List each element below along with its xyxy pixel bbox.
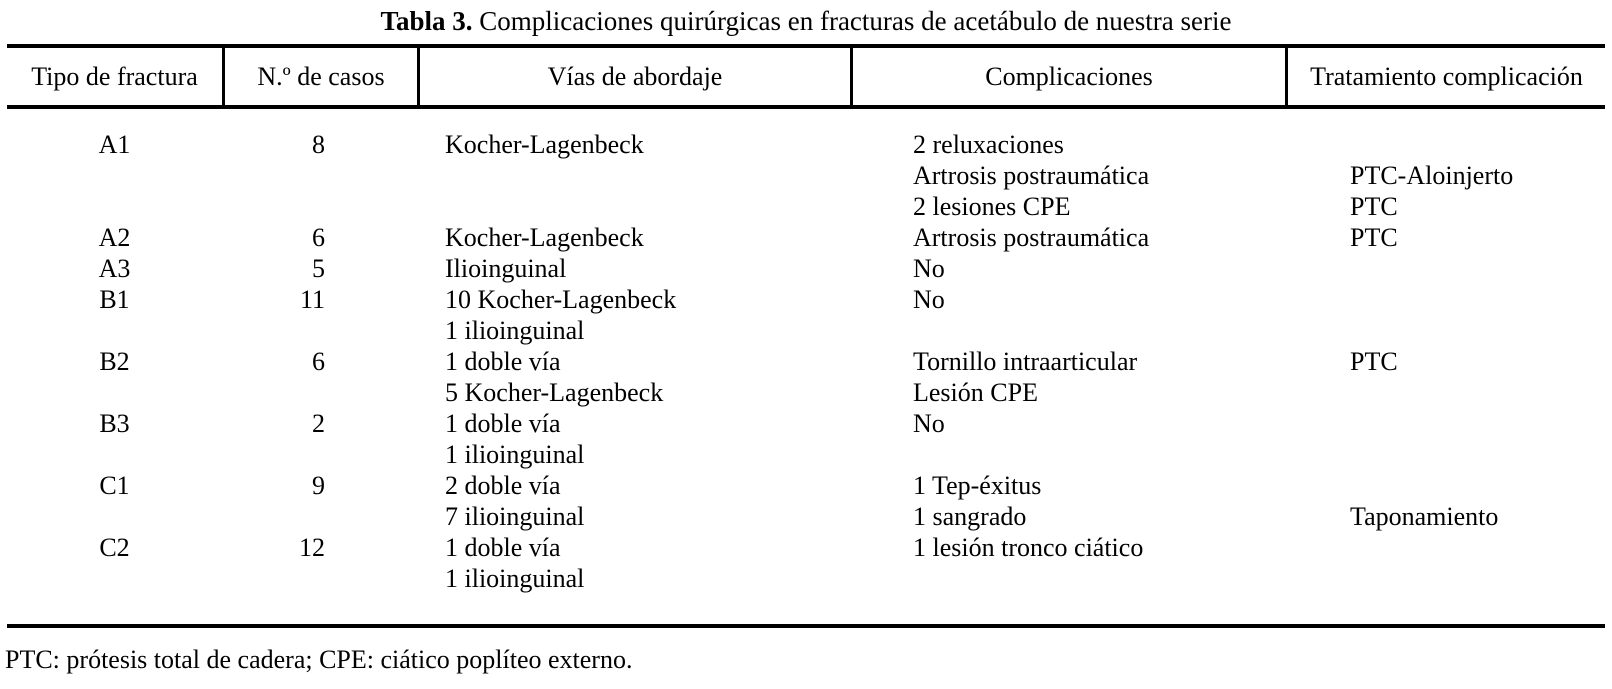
table-row-a2	[7, 222, 1605, 253]
cell-tipo-de-fractura	[7, 408, 222, 470]
cell-line: 5	[312, 254, 325, 283]
cell-line: A2	[98, 223, 131, 252]
cell-line	[913, 439, 1285, 470]
column-header-numero-de-casos: N.º de casos	[222, 48, 417, 105]
cell-line	[1350, 129, 1605, 160]
cell-vias-de-abordaje	[417, 346, 850, 408]
cell-line: 11	[299, 285, 325, 314]
cell-numero-de-casos	[222, 346, 417, 408]
cell-line: A1	[98, 130, 131, 159]
cell-line: 1 sangrado	[913, 502, 1027, 531]
cell-line	[222, 563, 325, 594]
cell-line: 6	[312, 223, 325, 252]
cell-line: Lesión CPE	[913, 378, 1038, 407]
cell-tratamiento-complicacion	[1285, 346, 1605, 408]
column-header-vias-de-abordaje: Vías de abordaje	[417, 48, 850, 105]
cell-vias-de-abordaje	[417, 129, 850, 222]
column-header-complicaciones: Complicaciones	[850, 48, 1285, 105]
cell-line: 1 Tep-éxitus	[913, 471, 1042, 500]
cell-line: 1 ilioinguinal	[445, 440, 585, 469]
table-title	[0, 4, 1612, 38]
cell-numero-de-casos	[222, 532, 417, 594]
cell-vias-de-abordaje	[417, 532, 850, 594]
cell-line	[7, 191, 222, 222]
cell-tratamiento-complicacion	[1285, 222, 1605, 253]
cell-line	[1350, 315, 1605, 346]
cell-complicaciones	[850, 408, 1285, 470]
cell-line: 1 lesión tronco ciático	[913, 533, 1144, 562]
column-header-tratamiento-complicacion: Tratamiento complicación	[1285, 48, 1605, 105]
cell-line: No	[913, 285, 945, 314]
cell-line	[222, 501, 325, 532]
cell-line: Artrosis postraumática	[913, 223, 1150, 252]
cell-line: 6	[312, 347, 325, 376]
cell-tipo-de-fractura	[7, 346, 222, 408]
cell-complicaciones	[850, 129, 1285, 222]
cell-complicaciones	[850, 253, 1285, 284]
cell-tipo-de-fractura	[7, 470, 222, 532]
cell-line: B1	[99, 285, 130, 314]
table-row-c1	[7, 470, 1605, 532]
table-title-label: Tabla 3.	[380, 6, 473, 36]
cell-vias-de-abordaje	[417, 222, 850, 253]
table-body	[7, 109, 1605, 628]
cell-line	[1350, 532, 1605, 563]
cell-line	[222, 377, 325, 408]
cell-numero-de-casos	[222, 284, 417, 346]
cell-line: Artrosis postraumática	[913, 161, 1150, 190]
cell-line: 1 ilioinguinal	[445, 564, 585, 593]
cell-line	[222, 315, 325, 346]
cell-complicaciones	[850, 532, 1285, 594]
cell-line	[222, 439, 325, 470]
cell-numero-de-casos	[222, 408, 417, 470]
cell-line: Taponamiento	[1350, 502, 1499, 531]
cell-numero-de-casos	[222, 253, 417, 284]
cell-line: 12	[299, 533, 325, 562]
cell-tipo-de-fractura	[7, 129, 222, 222]
cell-line	[1350, 377, 1605, 408]
cell-line: No	[913, 409, 945, 438]
cell-tratamiento-complicacion	[1285, 470, 1605, 532]
table-row-b2	[7, 346, 1605, 408]
cell-complicaciones	[850, 222, 1285, 253]
cell-numero-de-casos	[222, 222, 417, 253]
cell-line: 9	[312, 471, 325, 500]
cell-line: 1 doble vía	[445, 409, 561, 438]
cell-complicaciones	[850, 284, 1285, 346]
cell-line: C1	[99, 471, 130, 500]
cell-tipo-de-fractura	[7, 253, 222, 284]
cell-line: PTC	[1350, 192, 1398, 221]
cell-complicaciones	[850, 470, 1285, 532]
cell-line: 1 ilioinguinal	[445, 316, 585, 345]
cell-tipo-de-fractura	[7, 532, 222, 594]
table-row-c2	[7, 532, 1605, 594]
cell-vias-de-abordaje	[417, 470, 850, 532]
cell-tratamiento-complicacion	[1285, 284, 1605, 346]
cell-line	[222, 160, 325, 191]
table-row-b3	[7, 408, 1605, 470]
cell-line	[445, 191, 850, 222]
cell-tratamiento-complicacion	[1285, 532, 1605, 594]
cell-line	[1350, 253, 1605, 284]
cell-line: PTC-Aloinjerto	[1350, 161, 1514, 190]
cell-line	[913, 563, 1285, 594]
cell-line: 2 doble vía	[445, 471, 561, 500]
cell-vias-de-abordaje	[417, 253, 850, 284]
cell-line	[7, 315, 222, 346]
cell-line	[7, 160, 222, 191]
cell-line: 2 lesiones CPE	[913, 192, 1071, 221]
cell-line: 1 doble vía	[445, 533, 561, 562]
column-header-tipo-de-fractura: Tipo de fractura	[31, 61, 198, 91]
cell-line: 8	[312, 130, 325, 159]
cell-line	[7, 501, 222, 532]
table-header-row	[7, 44, 1605, 109]
cell-line: 2	[312, 409, 325, 438]
cell-vias-de-abordaje	[417, 408, 850, 470]
cell-tratamiento-complicacion	[1285, 408, 1605, 470]
cell-line	[1350, 408, 1605, 439]
cell-tipo-de-fractura	[7, 222, 222, 253]
cell-tratamiento-complicacion	[1285, 129, 1605, 222]
cell-line	[7, 439, 222, 470]
table-title-text: Complicaciones quirúrgicas en fracturas de acetábulo de nuestra serie	[472, 6, 1232, 36]
table-row-a1	[7, 129, 1605, 222]
cell-line	[1350, 563, 1605, 594]
table-row-b1	[7, 284, 1605, 346]
cell-line	[7, 377, 222, 408]
cell-line: 2 reluxaciones	[913, 130, 1064, 159]
cell-line: 5 Kocher-Lagenbeck	[445, 378, 664, 407]
cell-line	[222, 191, 325, 222]
cell-line: 1 doble vía	[445, 347, 561, 376]
cell-line: A3	[98, 254, 131, 283]
cell-line: No	[913, 254, 945, 283]
cell-line: Ilioinguinal	[445, 254, 567, 283]
cell-line	[1350, 439, 1605, 470]
cell-line: Tornillo intraarticular	[913, 347, 1138, 376]
cell-line: Kocher-Lagenbeck	[445, 223, 644, 252]
cell-line: B3	[99, 409, 130, 438]
cell-numero-de-casos	[222, 470, 417, 532]
complications-table	[7, 44, 1605, 628]
cell-line	[1350, 284, 1605, 315]
cell-tipo-de-fractura	[7, 284, 222, 346]
cell-line	[913, 315, 1285, 346]
cell-line	[1350, 470, 1605, 501]
cell-line: 10 Kocher-Lagenbeck	[445, 285, 677, 314]
cell-line: C2	[99, 533, 130, 562]
cell-vias-de-abordaje	[417, 284, 850, 346]
cell-line	[7, 563, 222, 594]
cell-line: PTC	[1350, 223, 1398, 252]
table-footnote: PTC: prótesis total de cadera; CPE: ciático poplíteo externo.	[5, 645, 633, 674]
cell-line: PTC	[1350, 347, 1398, 376]
cell-line	[445, 160, 850, 191]
cell-line: 7 ilioinguinal	[445, 502, 585, 531]
cell-line: Kocher-Lagenbeck	[445, 130, 644, 159]
table-row-a3	[7, 253, 1605, 284]
cell-tratamiento-complicacion	[1285, 253, 1605, 284]
cell-numero-de-casos	[222, 129, 417, 222]
cell-line: B2	[99, 347, 130, 376]
cell-complicaciones	[850, 346, 1285, 408]
